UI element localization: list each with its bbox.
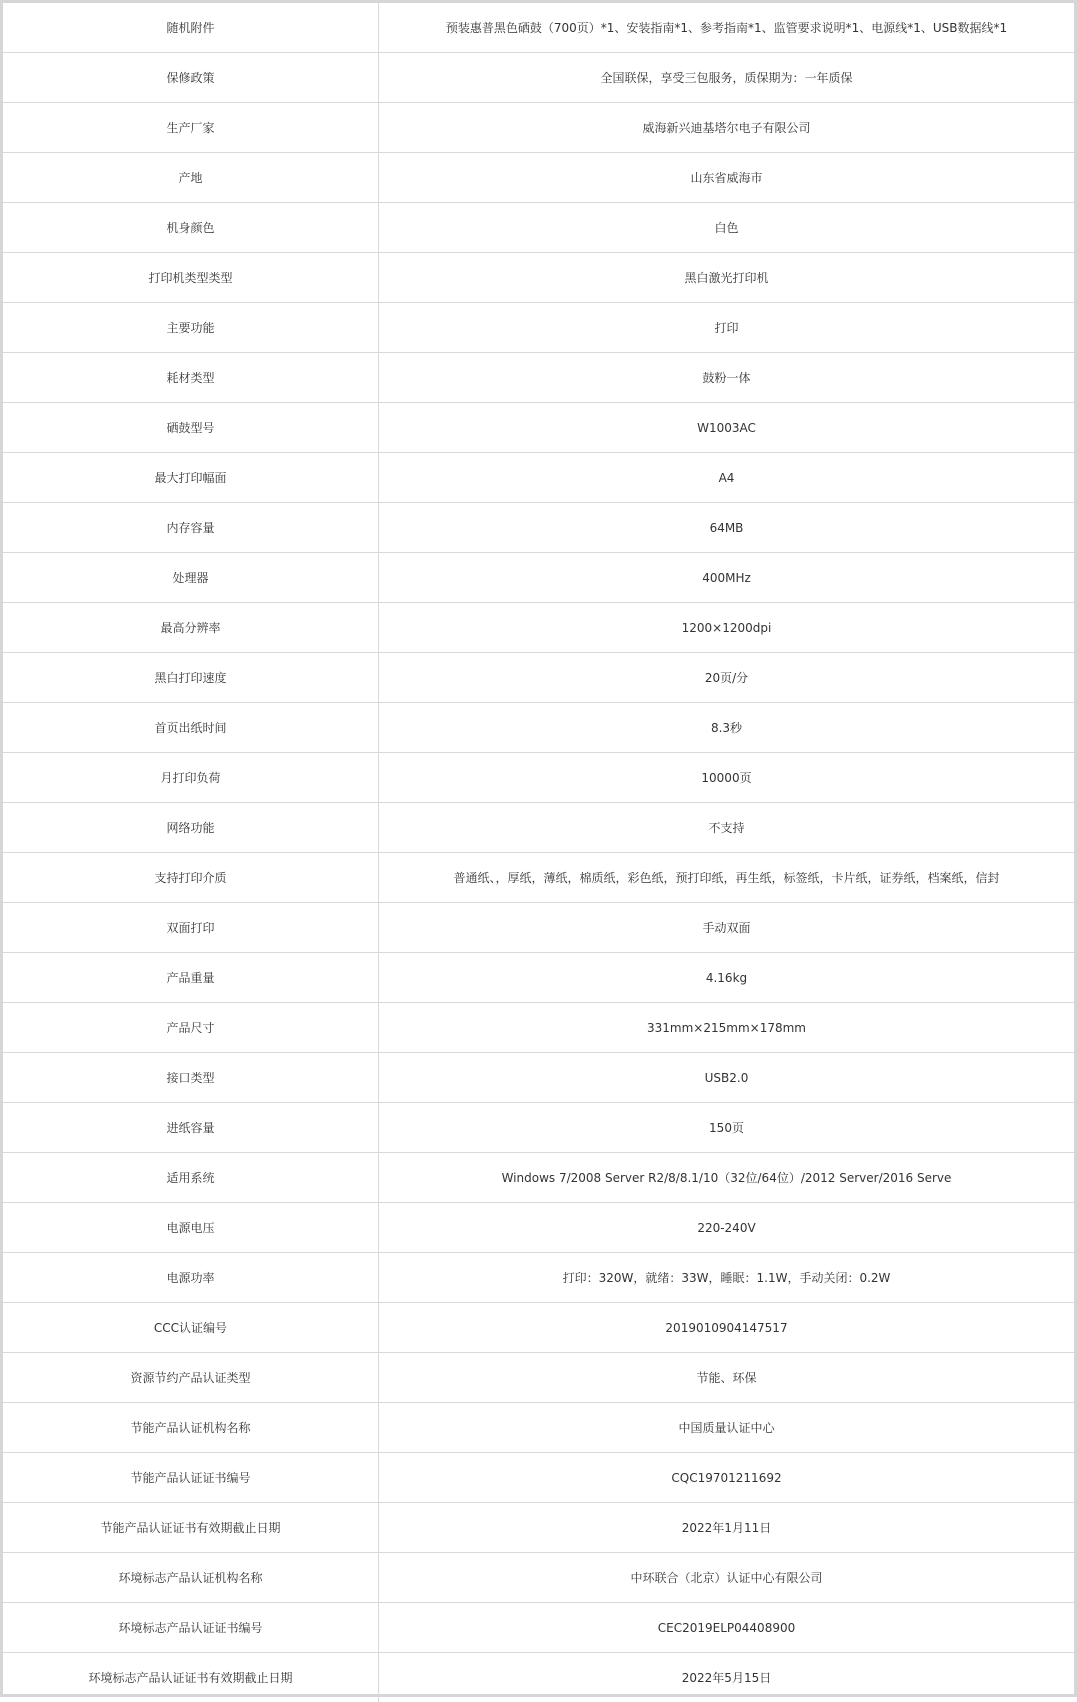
spec-label: 资源节约产品认证类型 [3,1353,379,1403]
spec-label: CCC认证编号 [3,1303,379,1353]
table-row [3,1453,1074,1503]
table-row [3,503,1074,553]
spec-label: 打印机类型类型 [3,253,379,303]
spec-value: 64MB [379,503,1075,553]
spec-label: 生产厂家 [3,103,379,153]
table-row [3,203,1074,253]
spec-label: 适用系统 [3,1153,379,1203]
spec-label: 首页出纸时间 [3,703,379,753]
spec-value: 1200×1200dpi [379,603,1075,653]
spec-value: 4.16kg [379,953,1075,1003]
spec-value: W1003AC [379,403,1075,453]
table-row [3,353,1074,403]
spec-label: 最大打印幅面 [3,453,379,503]
spec-label: 网络功能 [3,803,379,853]
table-row [3,753,1074,803]
table-row [3,1553,1074,1603]
table-row [3,1103,1074,1153]
spec-label: 环境标志产品认证机构名称 [3,1553,379,1603]
table-row [3,103,1074,153]
spec-value: 2022年1月11日 [379,1503,1075,1553]
spec-label: 主要功能 [3,303,379,353]
table-row [3,453,1074,503]
spec-value: 150页 [379,1103,1075,1153]
spec-label: 支持打印介质 [3,853,379,903]
spec-value: CEC2019ELP04408900 [379,1603,1075,1653]
table-row [3,1203,1074,1253]
spec-label: 保修政策 [3,53,379,103]
spec-label: 环境标志产品认证证书编号 [3,1603,379,1653]
spec-label: 最高分辨率 [3,603,379,653]
spec-value: CQC19701211692 [379,1453,1075,1503]
table-row [3,1653,1074,1702]
table-row [3,303,1074,353]
spec-value: 中国质量认证中心 [379,1403,1075,1453]
spec-value: 全国联保，享受三包服务，质保期为：一年质保 [379,53,1075,103]
spec-value: Windows 7/2008 Server R2/8/8.1/10（32位/64位）/2012 Server/2016 Serve [379,1153,1075,1203]
spec-label: 硒鼓型号 [3,403,379,453]
spec-value: 黑白激光打印机 [379,253,1075,303]
spec-value: 威海新兴迪基塔尔电子有限公司 [379,103,1075,153]
spec-value: 2022年5月15日 [379,1653,1075,1702]
spec-table-body [3,3,1074,1702]
spec-value: 400MHz [379,553,1075,603]
table-row [3,53,1074,103]
spec-value: 预装惠普黑色硒鼓（700页）*1、安装指南*1、参考指南*1、监管要求说明*1、电源线*1、USB数据线*1 [379,3,1075,53]
spec-label: 耗材类型 [3,353,379,403]
table-row [3,1003,1074,1053]
spec-value: 白色 [379,203,1075,253]
spec-value: 鼓粉一体 [379,353,1075,403]
spec-value: 普通纸、，厚纸，薄纸，棉质纸，彩色纸，预打印纸，再生纸，标签纸，卡片纸，证券纸，档案纸，信封 [379,853,1075,903]
table-row [3,703,1074,753]
spec-label: 产品重量 [3,953,379,1003]
spec-value: 不支持 [379,803,1075,853]
table-row [3,1403,1074,1453]
table-row [3,253,1074,303]
spec-label: 节能产品认证证书编号 [3,1453,379,1503]
spec-label: 进纸容量 [3,1103,379,1153]
table-row [3,1503,1074,1553]
spec-label: 内存容量 [3,503,379,553]
spec-value: 打印：320W，就绪：33W，睡眠：1.1W，手动关闭：0.2W [379,1253,1075,1303]
spec-value: 331mm×215mm×178mm [379,1003,1075,1053]
table-row [3,1053,1074,1103]
spec-label: 双面打印 [3,903,379,953]
spec-label: 节能产品认证机构名称 [3,1403,379,1453]
spec-value: 中环联合（北京）认证中心有限公司 [379,1553,1075,1603]
spec-label: 机身颜色 [3,203,379,253]
spec-value: 山东省威海市 [379,153,1075,203]
spec-label: 电源功率 [3,1253,379,1303]
spec-value: 20页/分 [379,653,1075,703]
spec-label: 产地 [3,153,379,203]
spec-label: 处理器 [3,553,379,603]
spec-label: 电源电压 [3,1203,379,1253]
spec-label: 黑白打印速度 [3,653,379,703]
table-row [3,153,1074,203]
spec-value: 节能、环保 [379,1353,1075,1403]
spec-value: 220-240V [379,1203,1075,1253]
table-row [3,953,1074,1003]
spec-value: 8.3秒 [379,703,1075,753]
table-row [3,1353,1074,1403]
spec-label: 节能产品认证证书有效期截止日期 [3,1503,379,1553]
spec-value: 2019010904147517 [379,1303,1075,1353]
spec-label: 接口类型 [3,1053,379,1103]
table-row [3,1253,1074,1303]
spec-value: USB2.0 [379,1053,1075,1103]
spec-label: 月打印负荷 [3,753,379,803]
spec-label: 随机附件 [3,3,379,53]
table-row [3,1153,1074,1203]
table-row [3,1303,1074,1353]
spec-value: 手动双面 [379,903,1075,953]
spec-table [3,3,1074,1702]
table-row [3,653,1074,703]
table-row [3,403,1074,453]
spec-label: 环境标志产品认证证书有效期截止日期 [3,1653,379,1702]
spec-value: 10000页 [379,753,1075,803]
table-row [3,553,1074,603]
table-row [3,1603,1074,1653]
spec-label: 产品尺寸 [3,1003,379,1053]
spec-value: A4 [379,453,1075,503]
table-row [3,903,1074,953]
table-row [3,853,1074,903]
table-row [3,3,1074,53]
table-row [3,803,1074,853]
spec-value: 打印 [379,303,1075,353]
table-row [3,603,1074,653]
